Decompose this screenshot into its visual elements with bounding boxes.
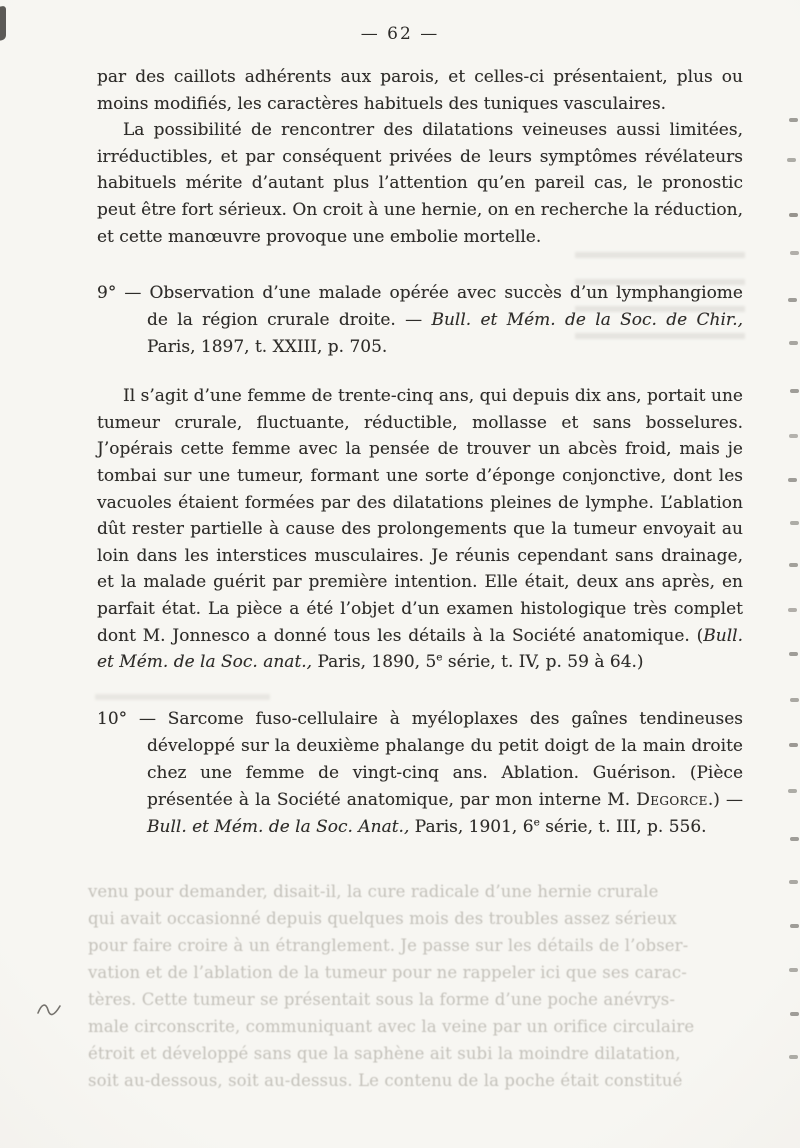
entry-10-separator: — xyxy=(127,708,168,729)
entry-10-superscript: e xyxy=(533,816,540,829)
entry-9 xyxy=(97,280,743,361)
bleedthrough-line: male circonscrite, communiquant avec la veine par un orifice circulaire xyxy=(88,1017,695,1036)
page-number: — 62 — xyxy=(360,24,440,44)
entry-10 xyxy=(97,706,743,841)
case-9-superscript: e xyxy=(436,651,443,664)
entry-9-reference: Paris, 1897, t. XXIII, p. 705. xyxy=(147,337,388,358)
case-9-reference-end: série, t. IV, p. 59 à 64.) xyxy=(442,652,644,673)
entry-10-name-degorce: Degorce xyxy=(636,789,708,810)
entry-10-summary: Sarcome fuso-cellulaire à myéloplaxes des gaînes tendineuses développé sur la deuxième phalange du petit doigt de la main droite chez une femme de vingt-cinq ans. Ablation. Guérison. (Pièce présentée à la Société anatomique, par mon interne M. xyxy=(147,708,743,810)
entry-9-citation: Bull. et Mém. de la Soc. de Chir., xyxy=(431,310,743,331)
entry-10-citation: Bull. et Mém. de la Soc. Anat., xyxy=(147,816,410,837)
entry-9-summary: Observation d’une malade opérée avec succès d’un lymphangiome de la région crurale droite. — xyxy=(147,283,743,331)
bleedthrough-line: tères. Cette tumeur se présentait sous la forme d’une poche anévrys- xyxy=(88,990,675,1009)
bleedthrough-line: étroit et développé sans que la saphène ait subi la moindre dilatation, xyxy=(88,1044,681,1063)
case-9-reference: Paris, 1890, 5 xyxy=(312,652,437,673)
bleedthrough-line: qui avait occasionné depuis quelques mois des troubles assez sérieux xyxy=(88,909,677,928)
entry-9-separator: — xyxy=(116,283,150,304)
case-9-citation: Bull. et Mém. de la Soc. anat., xyxy=(97,625,743,673)
scan-artifact-squiggle xyxy=(36,1000,62,1018)
paragraph: La possibilité de rencontrer des dilatations veineuses aussi limitées, irréductibles, et par conséquent privées de leurs symptômes révélateurs habituels mérite d’autant plus l’attention qu’en pareil cas, le pronostic peut être fort sérieux. On croit à une hernie, on en recherche la réduction, et cette manœuvre provoque une embolie mortelle. xyxy=(97,120,743,247)
paragraph-continuation: par des caillots adhérents aux parois, et celles-ci présentaient, plus ou moins modifiés, les caractères habituels des tuniques vasculaires. xyxy=(97,67,743,114)
bleedthrough-text xyxy=(88,878,748,1094)
entry-10-reference: Paris, 1901, 6 xyxy=(409,816,534,837)
bleedthrough-line: venu pour demander, disait-il, la cure radicale d’une hernie crurale xyxy=(88,882,659,901)
entry-9-number: 9° xyxy=(97,283,117,304)
entry-10-mid: .) — xyxy=(707,789,743,810)
bleedthrough-line: pour faire croire à un étranglement. Je passe sur les détails de l’obser- xyxy=(88,936,689,955)
entry-10-reference-end: série, t. III, p. 556. xyxy=(539,816,707,837)
bleedthrough-line: soit au-dessous, soit au-dessus. Le contenu de la poche était constitué xyxy=(88,1071,683,1090)
page-content xyxy=(97,64,743,841)
entry-10-number: 10° xyxy=(97,708,128,729)
case-9-text: Il s’agit d’une femme de trente-cinq ans, qui depuis dix ans, portait une tumeur crurale, fluctuante, réductible, mollasse et sans bosselures. J’opérais cette femme avec la pensée de trouver un abcès froid, mais je tombai sur une tumeur, formant une sorte d’éponge conjonctive, dont les vacuoles étaient formées par des dilatations pleines de lymphe. L’ablation dût rester partielle à cause des prolongements que la tumeur envoyait au loin dans les interstices musculaires. Je réunis cependant sans drainage, et la malade guérit par première intention. Elle était, deux ans après, en parfait état. La pièce a été l’objet d’un examen histologique très complet dont M. Jonnesco a donné tous les détails à la Société anatomique. ( xyxy=(97,386,743,646)
paragraph-case-9 xyxy=(97,383,743,676)
scan-artifact-corner xyxy=(0,5,6,40)
bleedthrough-line: vation et de l’ablation de la tumeur pour ne rappeler ici que ses carac- xyxy=(88,963,687,982)
scan-artifact-edge-ticks xyxy=(790,0,799,4)
